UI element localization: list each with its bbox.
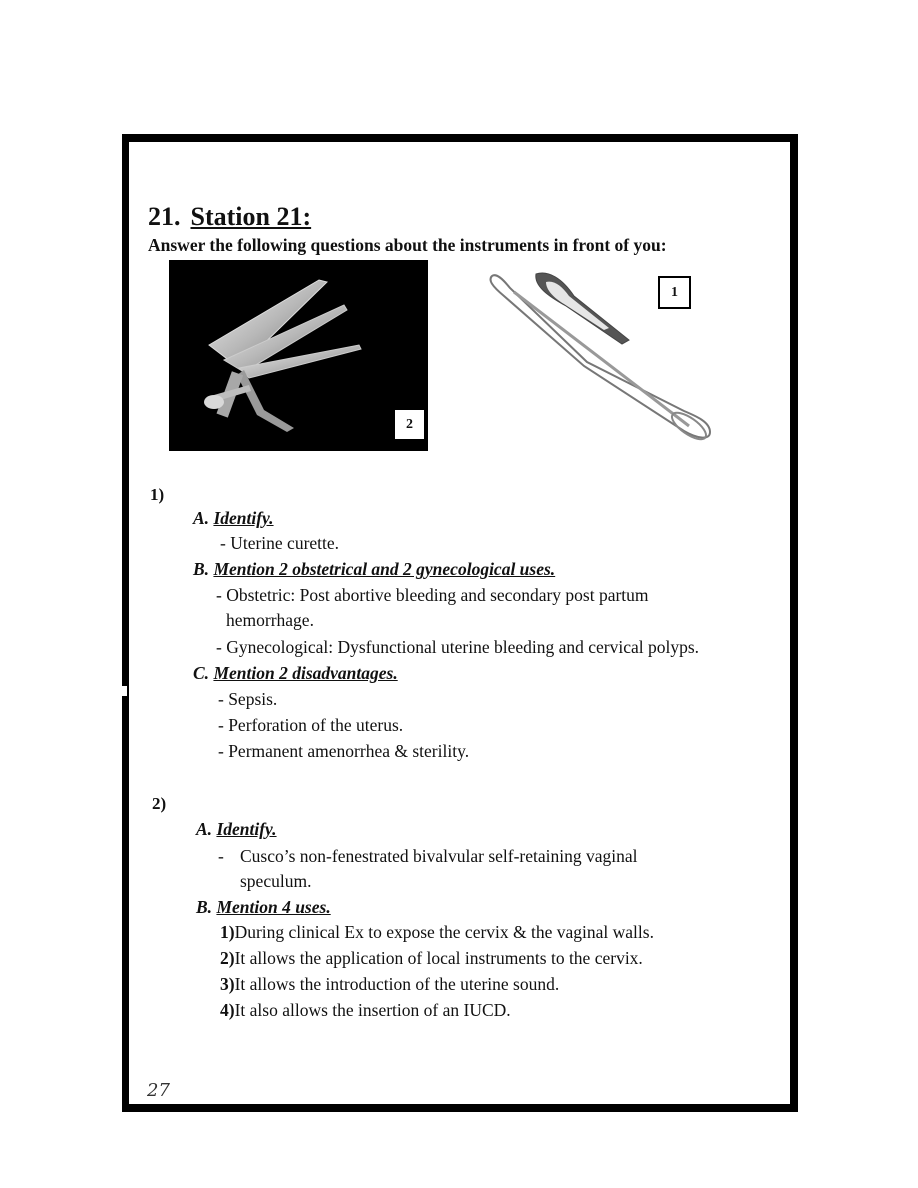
use-number: 2) bbox=[220, 948, 235, 968]
use-text: It allows the introduction of the uterine sound. bbox=[234, 974, 560, 994]
use-number: 3) bbox=[220, 974, 235, 994]
q1-c-answer-3: - Permanent amenorrhea & sterility. bbox=[218, 741, 470, 761]
q2-use-1 bbox=[220, 922, 654, 943]
question-1-number: 1) bbox=[150, 485, 165, 504]
q1-b-heading bbox=[193, 559, 555, 580]
q2-a-answer-line2: speculum. bbox=[240, 871, 312, 891]
q2-use-4 bbox=[220, 1000, 511, 1021]
q2-a-answer-line1: Cusco’s non-fenestrated bivalvular self-retaining vaginal bbox=[240, 846, 638, 866]
q2-a-text: Identify. bbox=[216, 819, 277, 839]
use-number: 1) bbox=[220, 922, 235, 942]
use-text: During clinical Ex to expose the cervix & the vaginal walls. bbox=[234, 922, 654, 942]
q2-use-3 bbox=[220, 974, 559, 995]
q1-c-text: Mention 2 disadvantages. bbox=[213, 663, 398, 683]
q1-b-answer-1-line2: hemorrhage. bbox=[226, 610, 314, 630]
q1-c-heading bbox=[193, 663, 398, 684]
q2-a-label: A. bbox=[196, 819, 213, 839]
q1-a-text: Identify. bbox=[213, 508, 274, 528]
q1-b-answer-1-line1: - Obstetric: Post abortive bleeding and secondary post partum bbox=[216, 585, 649, 605]
q2-b-heading bbox=[196, 897, 331, 918]
q1-b-text: Mention 2 obstetrical and 2 gynecological uses. bbox=[213, 559, 556, 579]
q1-c-label: C. bbox=[193, 663, 210, 683]
instruction-text: Answer the following questions about the instruments in front of you: bbox=[148, 235, 667, 255]
figure-label-2: 2 bbox=[393, 408, 426, 441]
use-text: It also allows the insertion of an IUCD. bbox=[234, 1000, 511, 1020]
q2-b-label: B. bbox=[196, 897, 213, 917]
q2-a-dash: - bbox=[218, 846, 224, 866]
q2-a-heading bbox=[196, 819, 277, 840]
station-title bbox=[148, 202, 311, 232]
station-number: 21. bbox=[148, 202, 181, 231]
border-gap bbox=[122, 686, 127, 696]
q1-b-answer-2: - Gynecological: Dysfunctional uterine bleeding and cervical polyps. bbox=[216, 637, 700, 657]
q2-use-2 bbox=[220, 948, 643, 969]
speculum-photo bbox=[169, 260, 428, 451]
use-number: 4) bbox=[220, 1000, 235, 1020]
q1-c-answer-2: - Perforation of the uterus. bbox=[218, 715, 404, 735]
page-number: 27 bbox=[147, 1080, 170, 1101]
q1-a-answer: - Uterine curette. bbox=[220, 533, 340, 553]
question-2-number: 2) bbox=[152, 794, 167, 813]
q1-b-label: B. bbox=[193, 559, 210, 579]
q2-b-text: Mention 4 uses. bbox=[216, 897, 331, 917]
q1-a-label: A. bbox=[193, 508, 210, 528]
q1-a-heading bbox=[193, 508, 274, 529]
speculum-drawing bbox=[169, 260, 428, 451]
station-heading: Station 21: bbox=[190, 202, 312, 231]
use-text: It allows the application of local instruments to the cervix. bbox=[234, 948, 643, 968]
figure-label-1: 1 bbox=[658, 276, 691, 309]
q1-c-answer-1: - Sepsis. bbox=[218, 689, 278, 709]
